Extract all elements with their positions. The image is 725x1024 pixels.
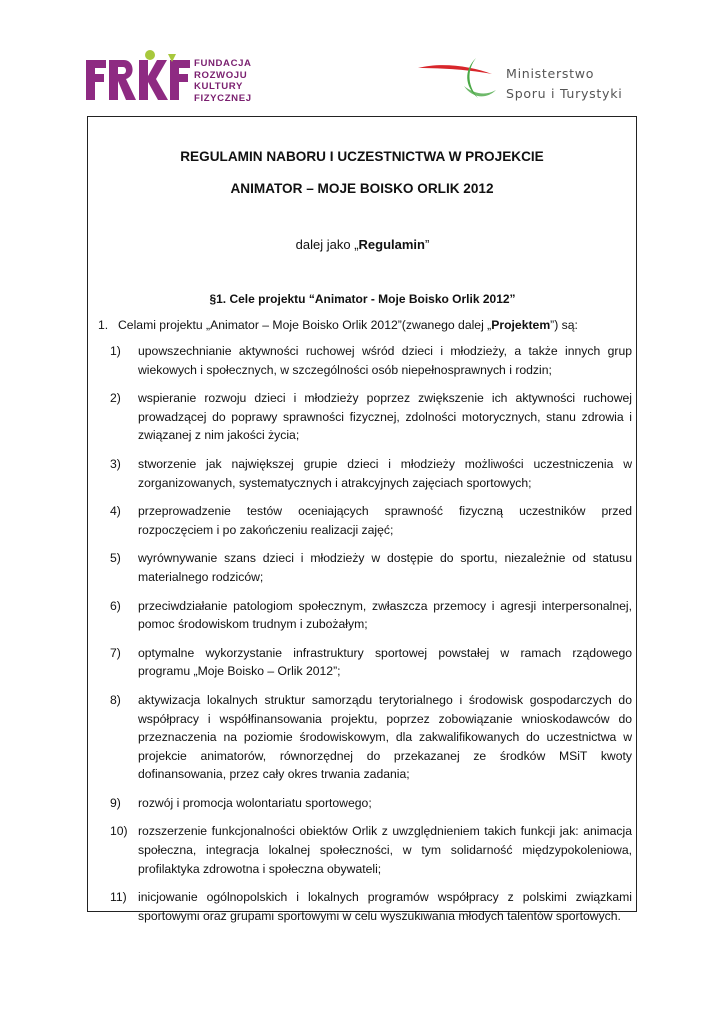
point-1 <box>98 318 578 332</box>
goals-list <box>110 342 632 935</box>
list-item <box>110 888 632 925</box>
ministry-logo <box>416 56 646 106</box>
list-item-text: wyrównywanie szans dzieci i młodzieży w dostępie do sportu, niezależnie od statusu materialnego rodziców; <box>138 551 632 584</box>
list-item-text: przeciwdziałanie patologiom społecznym, zwłaszcza przemocy i agresji interpersonalnej, pomoc środowiskom trudnym i zubożałym; <box>138 598 632 632</box>
point-1-suffix: ”) są: <box>550 318 578 332</box>
list-item-text: upowszechnianie aktywności ruchowej wśród dzieci i młodzieży, a także innych grup wiekowych i społecznych, w szczególności osób niepełnosprawnych i rodzin; <box>138 344 632 377</box>
list-item-text: rozszerzenie funkcjonalności obiektów Orlik z uwzględnieniem takich funkcji jak: animacja społeczna, integracja lokalnej społeczności, w tym solidarność międzypokoleniowa, profilaktyka zdrowotna i społeczna obywateli; <box>138 824 632 876</box>
swoosh-logo-icon <box>416 56 506 106</box>
list-item-text: optymalne wykorzystanie infrastruktury sportowej powstałej w ramach rządowego programu „Moje Boisko – Orlik 2012”; <box>138 645 632 679</box>
list-item-text: wspieranie rozwoju dzieci i młodzieży poprzez zwiększenie ich aktywności ruchowej prowadzącej do poprawy sprawności fizycznej, zdolności motorycznych, stanu zdrowia i związanej z nim jakości życia; <box>138 391 632 443</box>
point-1-number: 1. <box>98 318 109 332</box>
document-subtitle <box>0 237 725 252</box>
list-item-number: 3) <box>110 456 121 471</box>
list-item <box>110 549 632 586</box>
list-item-number: 7) <box>110 645 121 660</box>
list-item <box>110 342 632 379</box>
list-item-number: 5) <box>110 551 121 566</box>
list-item-number: 11) <box>110 890 127 905</box>
ministry-line: Sporu i Turystyki <box>506 86 623 101</box>
point-1-prefix: Celami projektu „Animator – Moje Boisko Orlik 2012”(zwanego dalej „ <box>118 318 492 332</box>
list-item <box>110 822 632 878</box>
list-item-text: aktywizacja lokalnych struktur samorządu terytorialnego i środowisk gospodarczych do współpracy i współfinansowania projektu, poprzez zobowiązanie wnioskodawców do przeznaczenia na poziomie środowiskowym, dla zakwalifikowanych do uczestnictwa w projekcie animatorów, równorzędnej do przekazanej ze środków MSiT kwoty dofinansowania, przez cały okres trwania zadania; <box>138 692 632 782</box>
list-item-text: stworzenie jak największej grupie dzieci i młodzieży możliwości uczestniczenia w zorganizowanych, systematycznych i atrakcyjnych zajęciach sportowych; <box>138 456 632 490</box>
list-item <box>110 691 632 784</box>
list-item-text: inicjowanie ogólnopolskich i lokalnych programów współpracy z polskimi związkami sportowymi oraz grupami sportowymi w celu wyszukiwania młodych talentów sportowych. <box>138 890 632 923</box>
list-item-number: 8) <box>110 692 121 707</box>
list-item-number: 4) <box>110 504 121 519</box>
list-item <box>110 644 632 681</box>
frkf-line: ROZWOJU <box>194 69 248 81</box>
document-title-line-2: ANIMATOR – MOJE BOISKO ORLIK 2012 <box>230 181 494 196</box>
list-item <box>110 597 632 634</box>
list-item <box>110 455 632 492</box>
list-item <box>110 389 632 445</box>
section-heading: §1. Cele projektu “Animator - Moje Boisko Orlik 2012” <box>209 292 516 306</box>
frkf-line: KULTURY <box>194 81 243 93</box>
ministry-line: Ministerstwo <box>506 66 595 81</box>
list-item-text: rozwój i promocja wolontariatu sportowego; <box>138 795 372 810</box>
list-item-number: 10) <box>110 824 128 839</box>
list-item <box>110 502 632 539</box>
list-item-number: 1) <box>110 344 121 358</box>
document-title-line-1: REGULAMIN NABORU I UCZESTNICTWA W PROJEKCIE <box>180 149 544 164</box>
subtitle-prefix: dalej jako „ <box>295 237 359 252</box>
subtitle-suffix: ” <box>425 237 430 252</box>
frkf-logo-mark-icon <box>84 48 194 110</box>
list-item-number: 6) <box>110 598 121 613</box>
frkf-logo <box>84 48 264 110</box>
point-1-bold: Projektem <box>491 318 551 332</box>
frkf-line: FUNDACJA <box>194 58 252 69</box>
frkf-line: FIZYCZNEJ <box>194 92 252 104</box>
list-item-number: 9) <box>110 795 121 810</box>
list-item <box>110 794 632 813</box>
subtitle-bold: Regulamin <box>358 237 425 252</box>
list-item-number: 2) <box>110 391 121 406</box>
list-item-text: przeprowadzenie testów oceniających sprawność fizyczną uczestników przed rozpoczęciem i po zakończeniu realizacji zajęć; <box>138 504 632 537</box>
